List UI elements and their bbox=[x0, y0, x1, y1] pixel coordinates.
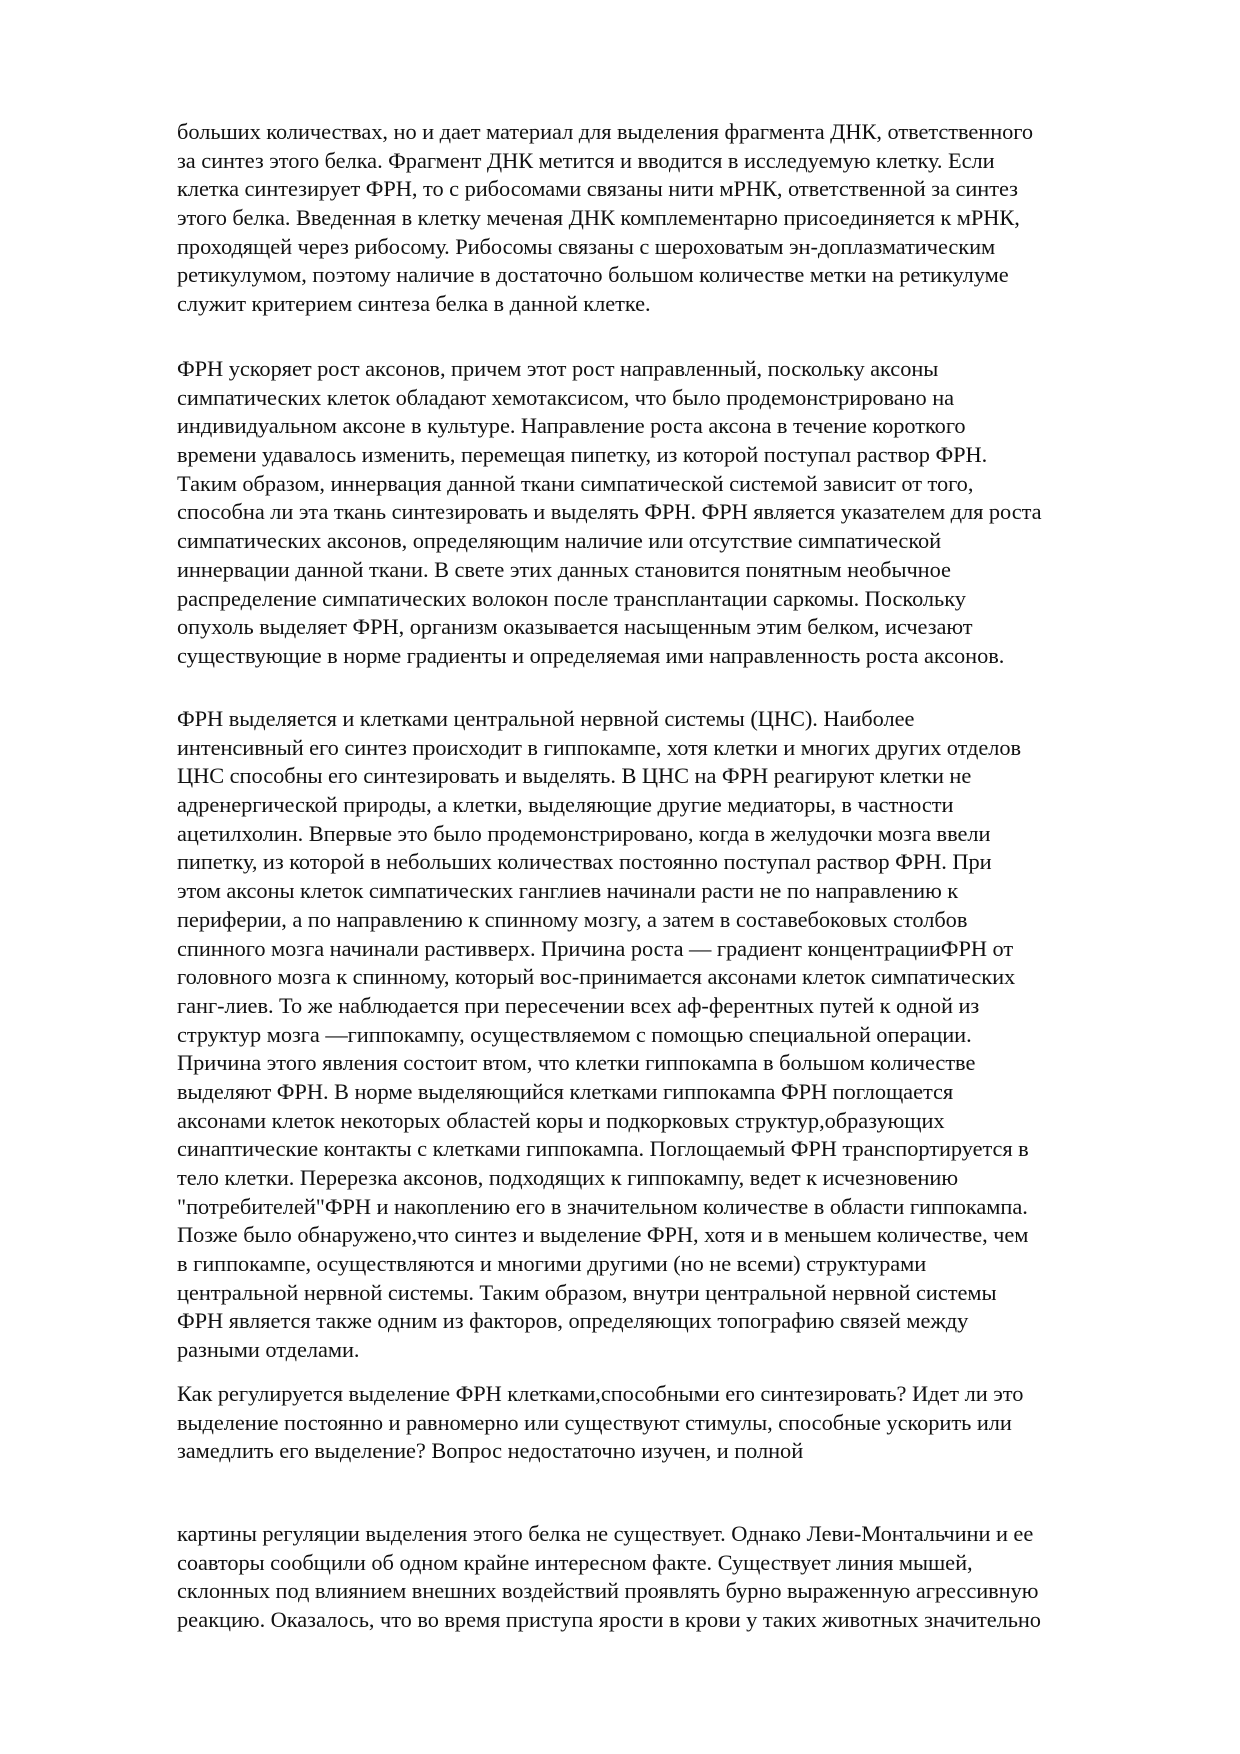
text-line: ФРН ускоряет рост аксонов, причем этот рост направленный, поскольку аксоны bbox=[177, 356, 939, 381]
text-line: ретикулумом, поэтому наличие в достаточно большом количестве метки на ретикулуме bbox=[177, 262, 1009, 288]
text-line: разными отделами. bbox=[177, 1337, 360, 1363]
text-line: индивидуальном аксоне в культуре. Направление роста аксона в течение короткого bbox=[177, 413, 966, 439]
text-line: опухоль выделяет ФРН, организм оказывается насыщенным этим белком, исчезают bbox=[177, 614, 973, 640]
text-line: тело клетки. Перерезка аксонов, подходящих к гиппокампу, ведет к исчезновению bbox=[177, 1165, 958, 1190]
text-line: Позже было обнаружено,что синтез и выделение ФРН, хотя и в меньшем количестве, чем bbox=[177, 1222, 1029, 1248]
text-line: периферии, а по направлению к спинному мозгу, а затем в составебоковых столбов bbox=[177, 906, 968, 932]
text-line: в гиппокампе, осуществляются и многими другими (но не всеми) структурами bbox=[177, 1251, 927, 1277]
text-line: "потребителей"ФРН и накоплению его в значительном количестве в области гиппокампа. bbox=[177, 1193, 1028, 1219]
text-line: адренергической природы, а клетки, выделяющие другие медиаторы, в частности bbox=[177, 792, 954, 818]
text-line: ЦНС способны его синтезировать и выделять. В ЦНС на ФРН реагируют клетки не bbox=[177, 763, 972, 789]
text-line: центральной нервной системы. Таким образом, внутри центральной нервной системы bbox=[177, 1279, 997, 1305]
text-line: аксонами клеток некоторых областей коры и подкорковых структур,образующих bbox=[177, 1107, 945, 1133]
text-line: существующие в норме градиенты и определяемая ими направленность роста аксонов. bbox=[177, 642, 1005, 668]
text-line: выделение постоянно и равномерно или существуют стимулы, способные ускорить или bbox=[177, 1409, 1012, 1435]
text-line: Таким образом, иннервация данной ткани симпатической системой зависит от того, bbox=[177, 470, 974, 496]
text-line: реакцию. Оказалось, что во время приступа ярости в крови у таких животных значительно bbox=[177, 1607, 1041, 1633]
paragraph-3 bbox=[177, 705, 1029, 1365]
text-line: этом аксоны клеток симпатических ганглиев начинали расти не по направлению к bbox=[177, 878, 959, 904]
text-line: интенсивный его синтез происходит в гиппокампе, хотя клетки и многих других отделов bbox=[177, 734, 1022, 760]
text-line: соавторы сообщили об одном крайне интересном факте. Существует линия мышей, bbox=[177, 1549, 973, 1575]
text-line: клетка синтезирует ФРН, то с рибосомами связаны нити мРНК, ответственной за синтез bbox=[177, 176, 1018, 202]
text-line: ацетилхолин. Впервые это было продемонстрировано, когда в желудочки мозга ввели bbox=[177, 820, 991, 846]
text-line: пипетку, из которой в небольших количествах постоянно поступал раствор ФРН. При bbox=[177, 849, 992, 875]
text-line: синаптические контакты с клетками гиппокампа. Поглощаемый ФРН транспортируется в bbox=[177, 1136, 1029, 1162]
text-line: склонных под влиянием внешних воздействий проявлять бурно выраженную агрессивную bbox=[177, 1578, 1039, 1604]
text-line: больших количествах, но и дает материал для выделения фрагмента ДНК, ответственного bbox=[177, 119, 1033, 144]
text-line: распределение симпатических волокон после трансплантации саркомы. Поскольку bbox=[177, 585, 966, 611]
text-line: головного мозга к спинному, который вос-принимается аксонами клеток симпатических bbox=[177, 964, 1016, 990]
paragraph-1 bbox=[177, 118, 1033, 319]
text-line: за синтез этого белка. Фрагмент ДНК метится и вводится в исследуемую клетку. Если bbox=[177, 147, 995, 173]
text-line: структур мозга —гиппокампу, осуществляемом с помощью специальной операции. bbox=[177, 1021, 972, 1047]
text-line: картины регуляции выделения этого белка не существует. Однако Леви-Монтальчини и ее bbox=[177, 1521, 1034, 1546]
text-line: служит критерием синтеза белка в данной клетке. bbox=[177, 291, 651, 317]
text-line: этого белка. Введенная в клетку меченая ДНК комплементарно присоединяется к мРНК, bbox=[177, 205, 1020, 231]
text-line: способна ли эта ткань синтезировать и выделять ФРН. ФРН является указателем для роста bbox=[177, 499, 1042, 525]
text-line: ФРН выделяется и клетками центральной нервной системы (ЦНС). Наиболее bbox=[177, 706, 915, 731]
text-line: иннервации данной ткани. В свете этих данных становится понятным необычное bbox=[177, 556, 951, 582]
text-line: симпатических клеток обладают хемотаксисом, что было продемонстрировано на bbox=[177, 384, 955, 410]
text-line: ФРН является также одним из факторов, определяющих топографию связей между bbox=[177, 1308, 969, 1334]
text-line: Как регулируется выделение ФРН клетками,способными его синтезировать? Идет ли это bbox=[177, 1381, 1024, 1406]
text-line: замедлить его выделение? Вопрос недостаточно изучен, и полной bbox=[177, 1438, 804, 1464]
text-line: спинного мозга начинали растивверх. Причина роста — градиент концентрацииФРН от bbox=[177, 935, 1014, 961]
text-line: симпатических аксонов, определяющим наличие или отсутствие симпатической bbox=[177, 528, 942, 554]
text-line: проходящей через рибосому. Рибосомы связаны с шероховатым эн-доплазматическим bbox=[177, 233, 996, 259]
paragraph-2 bbox=[177, 355, 1042, 671]
text-line: Причина этого явления состоит втом, что клетки гиппокампа в большом количестве bbox=[177, 1050, 976, 1076]
paragraph-4 bbox=[177, 1380, 1023, 1466]
text-line: выделяют ФРН. В норме выделяющийся клетками гиппокампа ФРН поглощается bbox=[177, 1078, 954, 1104]
text-line: ганг-лиев. То же наблюдается при пересечении всех аф-ферентных путей к одной из bbox=[177, 992, 980, 1018]
text-line: времени удавалось изменить, перемещая пипетку, из которой поступал раствор ФРН. bbox=[177, 442, 988, 468]
paragraph-5 bbox=[177, 1520, 1041, 1635]
